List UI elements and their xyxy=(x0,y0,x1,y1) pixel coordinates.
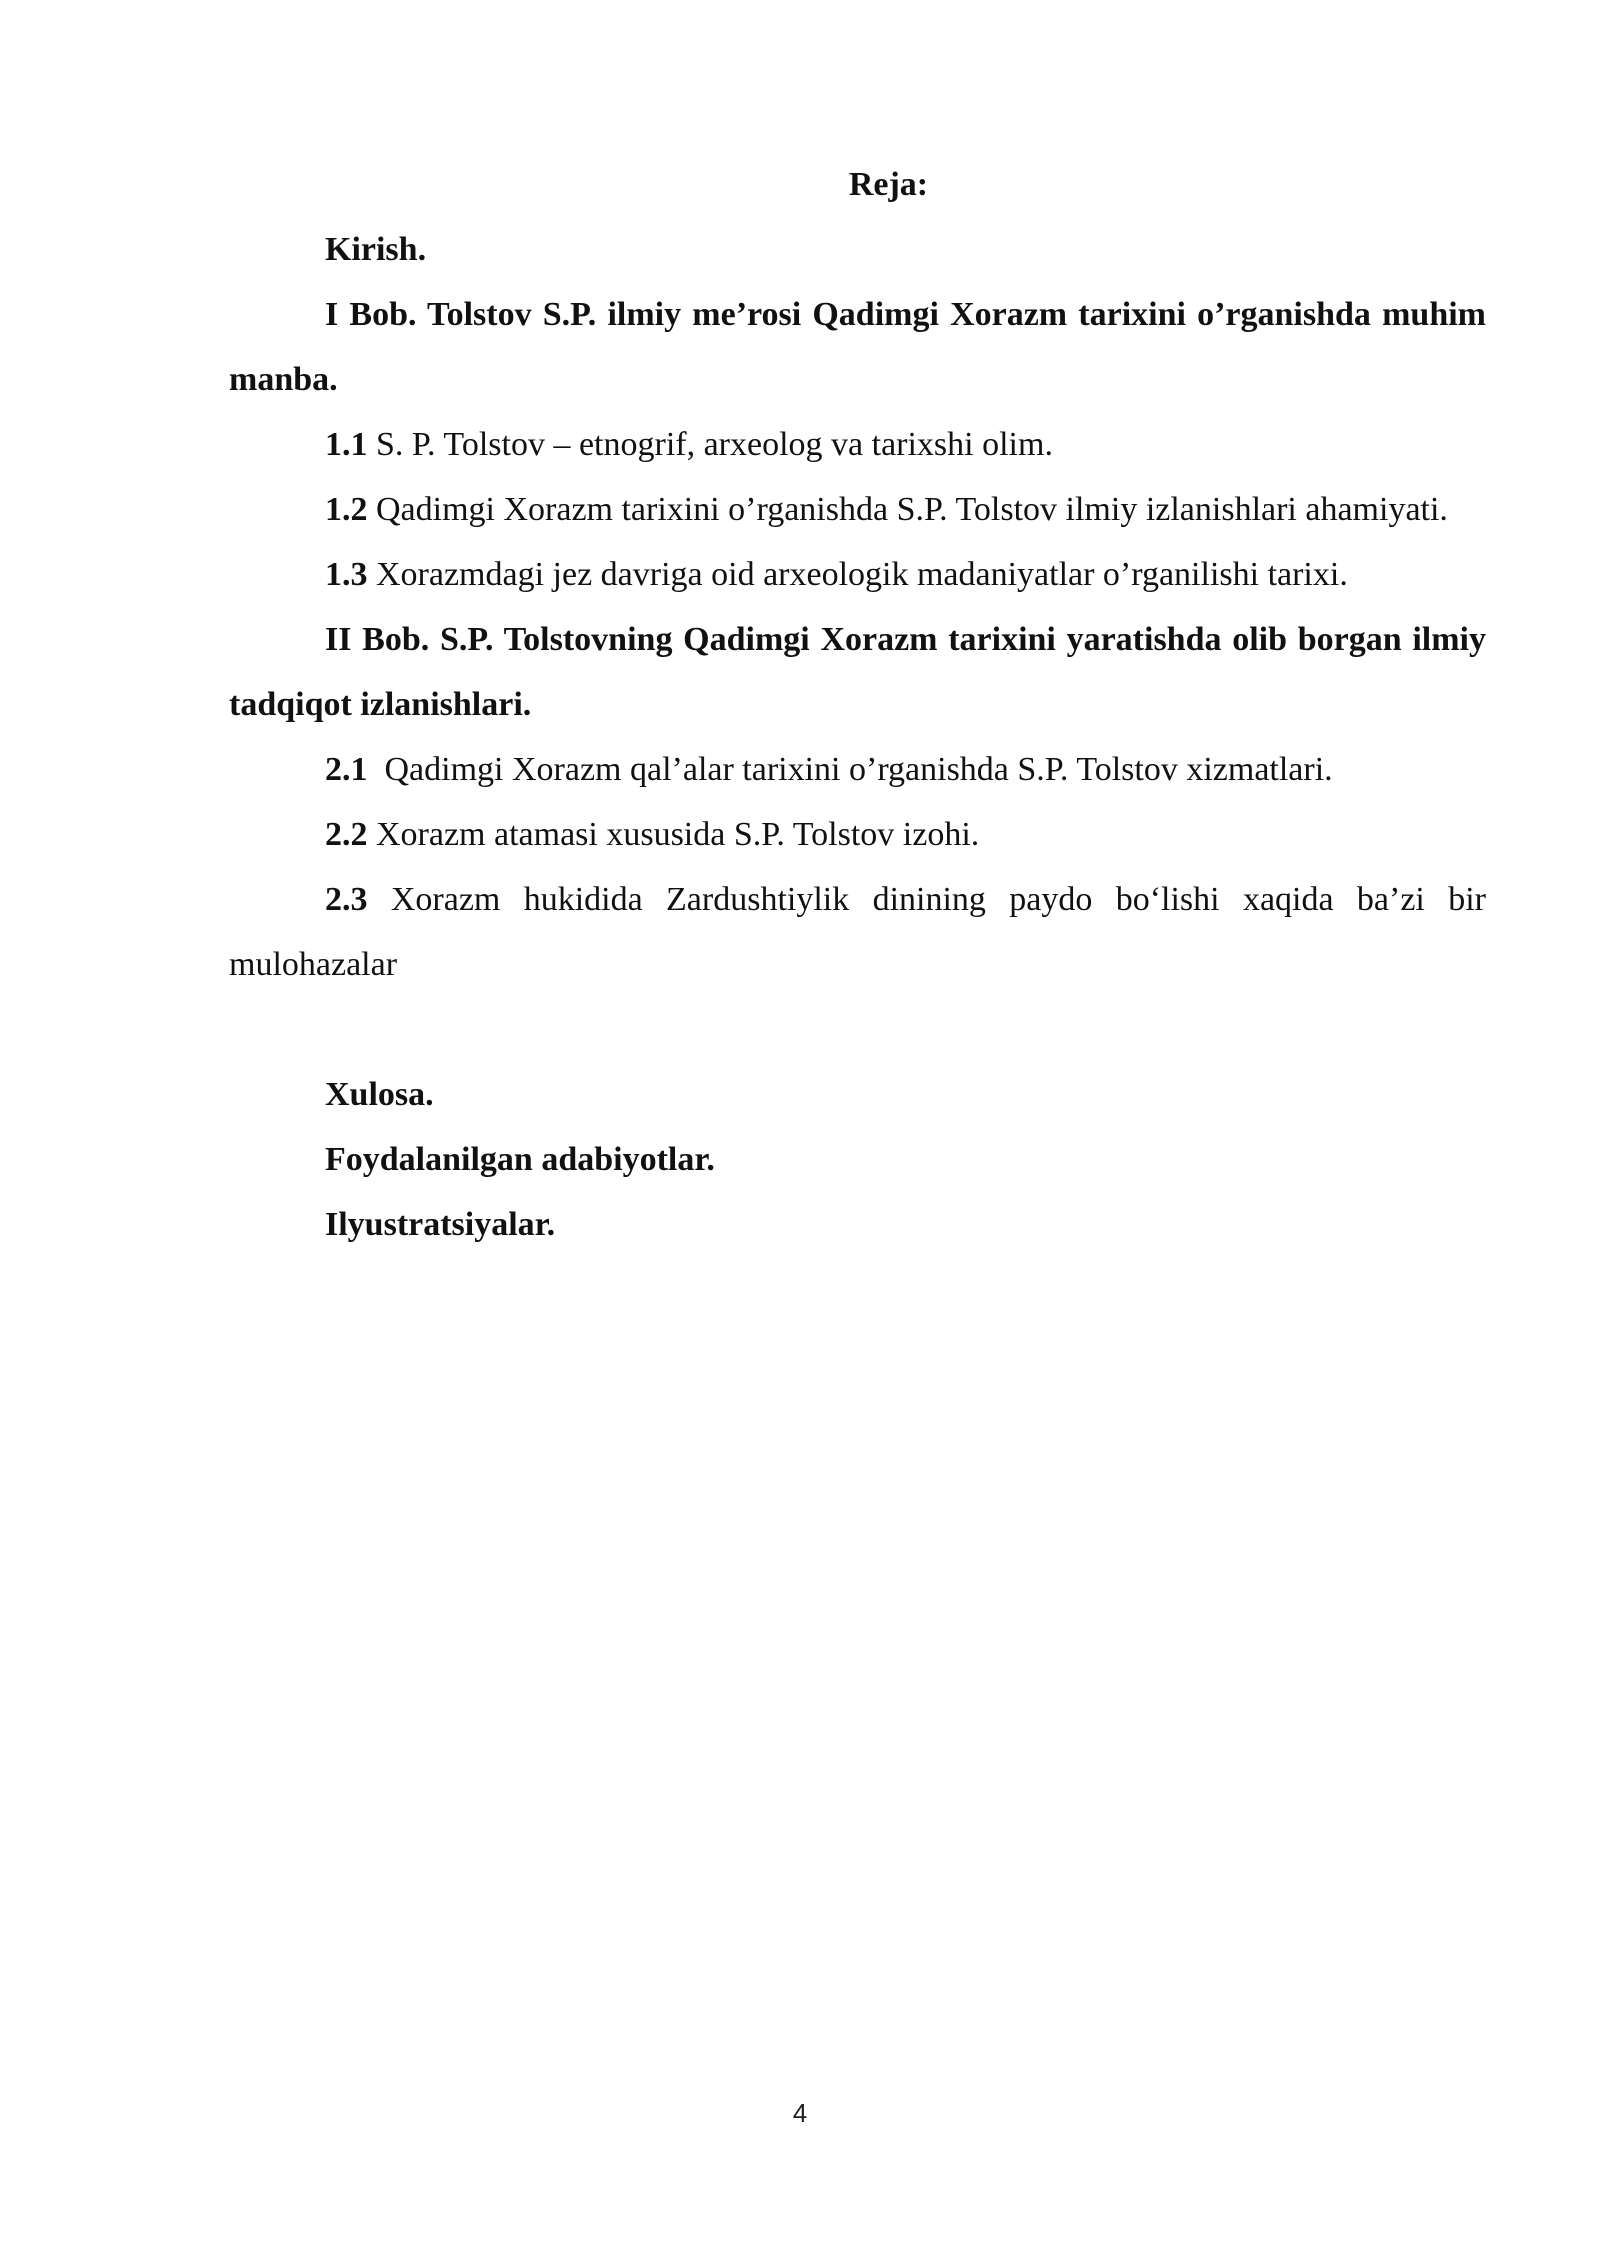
section-text: Qadimgi Xorazm tarixini o’rganishda S.P. Tolstov ilmiy izlanishlari ahamiyati. xyxy=(367,491,1448,528)
toc-section-2-2 xyxy=(229,802,1486,867)
toc-section-2-3 xyxy=(229,867,1486,997)
toc-chapter-2: II Bob. S.P. Tolstovning Qadimgi Xorazm tarixini yaratishda olib borgan ilmiy tadqiqot izlanishlari. xyxy=(229,621,1486,723)
section-number: 1.2 xyxy=(325,491,368,528)
toc-section-1-1 xyxy=(229,412,1486,477)
spacer xyxy=(229,997,1486,1062)
section-number: 1.1 xyxy=(325,426,368,463)
section-text: Xorazm hukidida Zardushtiylik dinining paydo bo‘lishi xaqida ba’zi bir mulohazalar xyxy=(229,881,1486,983)
table-of-contents xyxy=(229,152,1486,1257)
toc-illustrations: Ilyustratsiyalar. xyxy=(325,1206,556,1243)
toc-section-1-3 xyxy=(229,542,1486,607)
section-text: S. P. Tolstov – etnogrif, arxeolog va tarixshi olim. xyxy=(367,426,1053,463)
section-number: 2.3 xyxy=(325,881,368,918)
toc-intro: Kirish. xyxy=(325,231,427,268)
section-text: Xorazm atamasi xususida S.P. Tolstov izohi. xyxy=(367,816,980,853)
section-text: Xorazmdagi jez davriga oid arxeologik madaniyatlar o’rganilishi tarixi. xyxy=(367,556,1348,593)
section-number: 2.2 xyxy=(325,816,368,853)
toc-section-1-2 xyxy=(229,477,1486,542)
toc-section-2-1 xyxy=(229,737,1486,802)
toc-conclusion: Xulosa. xyxy=(325,1076,434,1113)
plan-title: Reja: xyxy=(848,166,929,203)
section-number: 2.1 xyxy=(325,751,368,788)
toc-references: Foydalanilgan adabiyotlar. xyxy=(325,1141,715,1178)
section-text: Qadimgi Xorazm qal’alar tarixini o’rganishda S.P. Tolstov xizmatlari. xyxy=(367,751,1333,788)
section-number: 1.3 xyxy=(325,556,368,593)
page-number: 4 xyxy=(792,2098,808,2128)
toc-chapter-1: I Bob. Tolstov S.P. ilmiy me’rosi Qadimgi Xorazm tarixini o’rganishda muhim manba. xyxy=(229,296,1486,398)
